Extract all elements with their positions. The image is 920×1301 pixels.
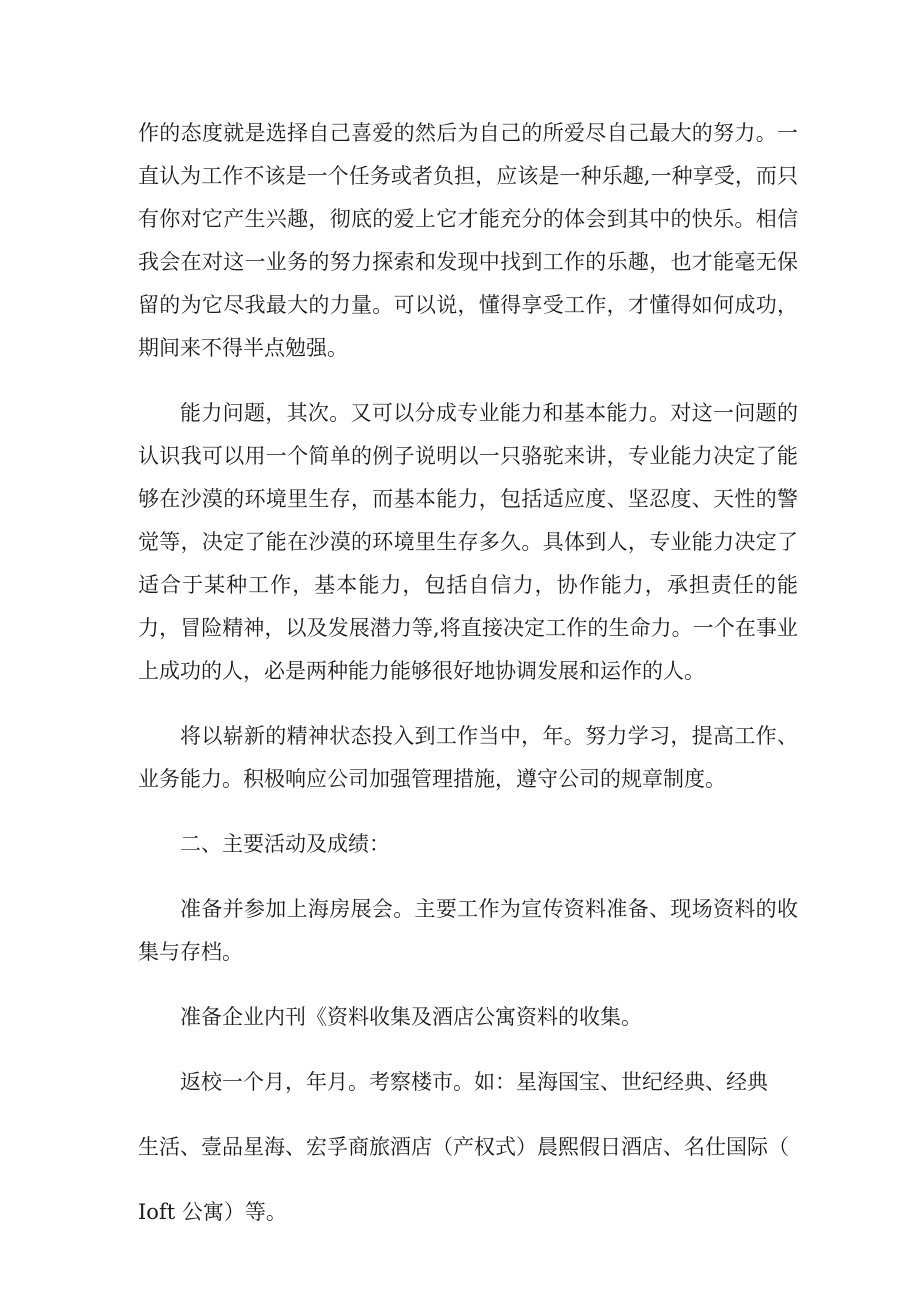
paragraph-market-survey-end: Ioft 公寓）等。 bbox=[138, 1200, 287, 1224]
paragraph-house-expo: 准备并参加上海房展会。主要工作为宣传资料准备、现场资料的收集与存档。 bbox=[138, 897, 798, 964]
paragraph-internal-magazine: 准备企业内刊《资料收集及酒店公寓资料的收集。 bbox=[180, 1005, 642, 1029]
paragraph-ability: 能力问题，其次。又可以分成专业能力和基本能力。对这一问题的认识我可以用一个简单的例子说明以一只骆驼来讲，专业能力决定了能够在沙漠的环境里生存，而基本能力，包括适应度、坚忍度、天性的警觉等，决定了能在沙漠的环境里生存多久。具体到人，专业能力决定了适合于某种工作，基本能力，包括自信力，协作能力，承担责任的能力，冒险精神，以及发展潜力等,将直接决定工作的生命力。一个在事业上成功的人，必是两种能力能够很好地协调发展和运作的人。 bbox=[138, 401, 798, 683]
paragraph-market-survey-cont: 生活、壹品星海、宏孚商旅酒店（产权式）晨熙假日酒店、名仕国际（ bbox=[138, 1135, 789, 1159]
paragraph-new-spirit: 将以崭新的精神状态投入到工作当中，年。努力学习，提高工作、业务能力。积极响应公司加强管理措施，遵守公司的规章制度。 bbox=[138, 724, 798, 791]
document-body bbox=[138, 112, 798, 1234]
section-heading-activities: 二、主要活动及成绩： bbox=[180, 832, 390, 856]
paragraph-attitude: 作的态度就是选择自己喜爱的然后为自己的所爱尽自己最大的努力。一直认为工作不该是一个任务或者负担，应该是一种乐趣,一种享受，而只有你对它产生兴趣，彻底的爱上它才能充分的体会到其中的快乐。相信我会在对这一业务的努力探索和发现中找到工作的乐趣，也才能毫无保留的为它尽我最大的力量。可以说，懂得享受工作，才懂得如何成功，期间来不得半点勉强。 bbox=[138, 121, 798, 360]
paragraph-market-survey: 返校一个月，年月。考察楼市。如：星海国宝、世纪经典、经典 bbox=[180, 1070, 768, 1094]
